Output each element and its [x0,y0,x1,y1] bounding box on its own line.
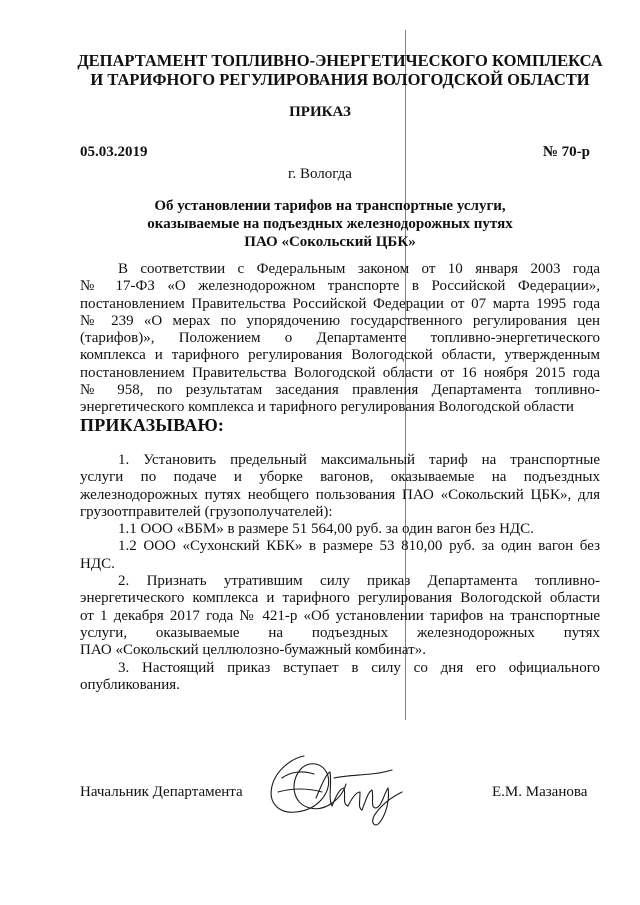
document-type: ПРИКАЗ [289,104,351,120]
item-line: ПАО «Сокольский целлюлозно-бумажный комбинат». [80,642,426,659]
department-title-line1: ДЕПАРТАМЕНТ ТОПЛИВНО-ЭНЕРГЕТИЧЕСКОГО КОМПЛЕКСА [77,51,603,70]
item-line: 3. Настоящий приказ вступает в силу со дня его официального [118,659,600,676]
item-line: грузоотправителей (грузополучателей): [80,503,333,520]
item-line: 1. Установить предельный максимальный тариф на транспортные [118,452,600,468]
subject-line: Об установлении тарифов на транспортные услуги, [154,198,506,214]
signatory-position: Начальник Департамента [80,784,243,800]
item-line: железнодорожных путях необщего пользования ПАО «Сокольский ЦБК», для [80,486,600,503]
order-items [80,452,600,694]
item-line: опубликования. [80,676,180,693]
preamble-paragraph [80,261,600,417]
item-line: 1.2 ООО «Сухонский КБК» в размере 53 810,00 руб. за один вагон без [118,538,600,555]
preamble-line: постановлением Правительства Российской Федерации от 07 марта 1995 года [80,295,600,312]
item-line: услуги, оказываемые на подъездных железнодорожных путях [80,624,600,641]
item-line: услуги по подаче и уборке вагонов, оказываемые на подъездных [80,469,600,486]
document-number: № 70-р [542,144,590,160]
document-subject [100,197,560,251]
signatory-name: Е.М. Мазанова [492,784,588,800]
preamble-line: постановлением Правительства Вологодской области от 16 ноября 2015 года [80,364,600,381]
document-city: г. Вологда [288,166,352,182]
preamble-line: комплекса и тарифного регулирования Вологодской области, утвержденным [80,347,600,364]
item-line: НДС. [80,555,115,572]
preamble-line: (тарифов)», Положением о Департаменте топливно-энергетического [80,330,600,347]
item-line: 2. Признать утратившим силу приказ Департамента топливно- [118,573,600,590]
subject-line: оказываемые на подъездных железнодорожных путях [147,216,513,232]
preamble-line: энергетического комплекса и тарифного регулирования Вологодской области [80,399,574,416]
preamble-line: В соответствии с Федеральным законом от 10 января 2003 года [118,261,600,277]
item-line: энергетического комплекса и тарифного регулирования Вологодской области [80,590,600,607]
item-line: от 1 декабря 2017 года № 421-р «Об установлении тарифов на транспортные [80,607,600,624]
preamble-line: № 958, по результатам заседания правления Департамента топливно- [80,382,600,399]
document-date: 05.03.2019 [80,144,148,160]
order-word: ПРИКАЗЫВАЮ: [80,415,225,435]
department-title-line2: И ТАРИФНОГО РЕГУЛИРОВАНИЯ ВОЛОГОДСКОЙ ОБЛАСТИ [90,70,590,89]
subject-line: ПАО «Сокольский ЦБК» [244,234,416,250]
handwritten-signature [262,748,412,828]
preamble-line: № 239 «О мерах по упорядочению государственного регулирования цен [80,312,600,329]
item-line: 1.1 ООО «ВБМ» в размере 51 564,00 руб. за один вагон без НДС. [118,521,534,538]
preamble-line: № 17-ФЗ «О железнодорожном транспорте в Российской Федерации», [80,278,600,295]
